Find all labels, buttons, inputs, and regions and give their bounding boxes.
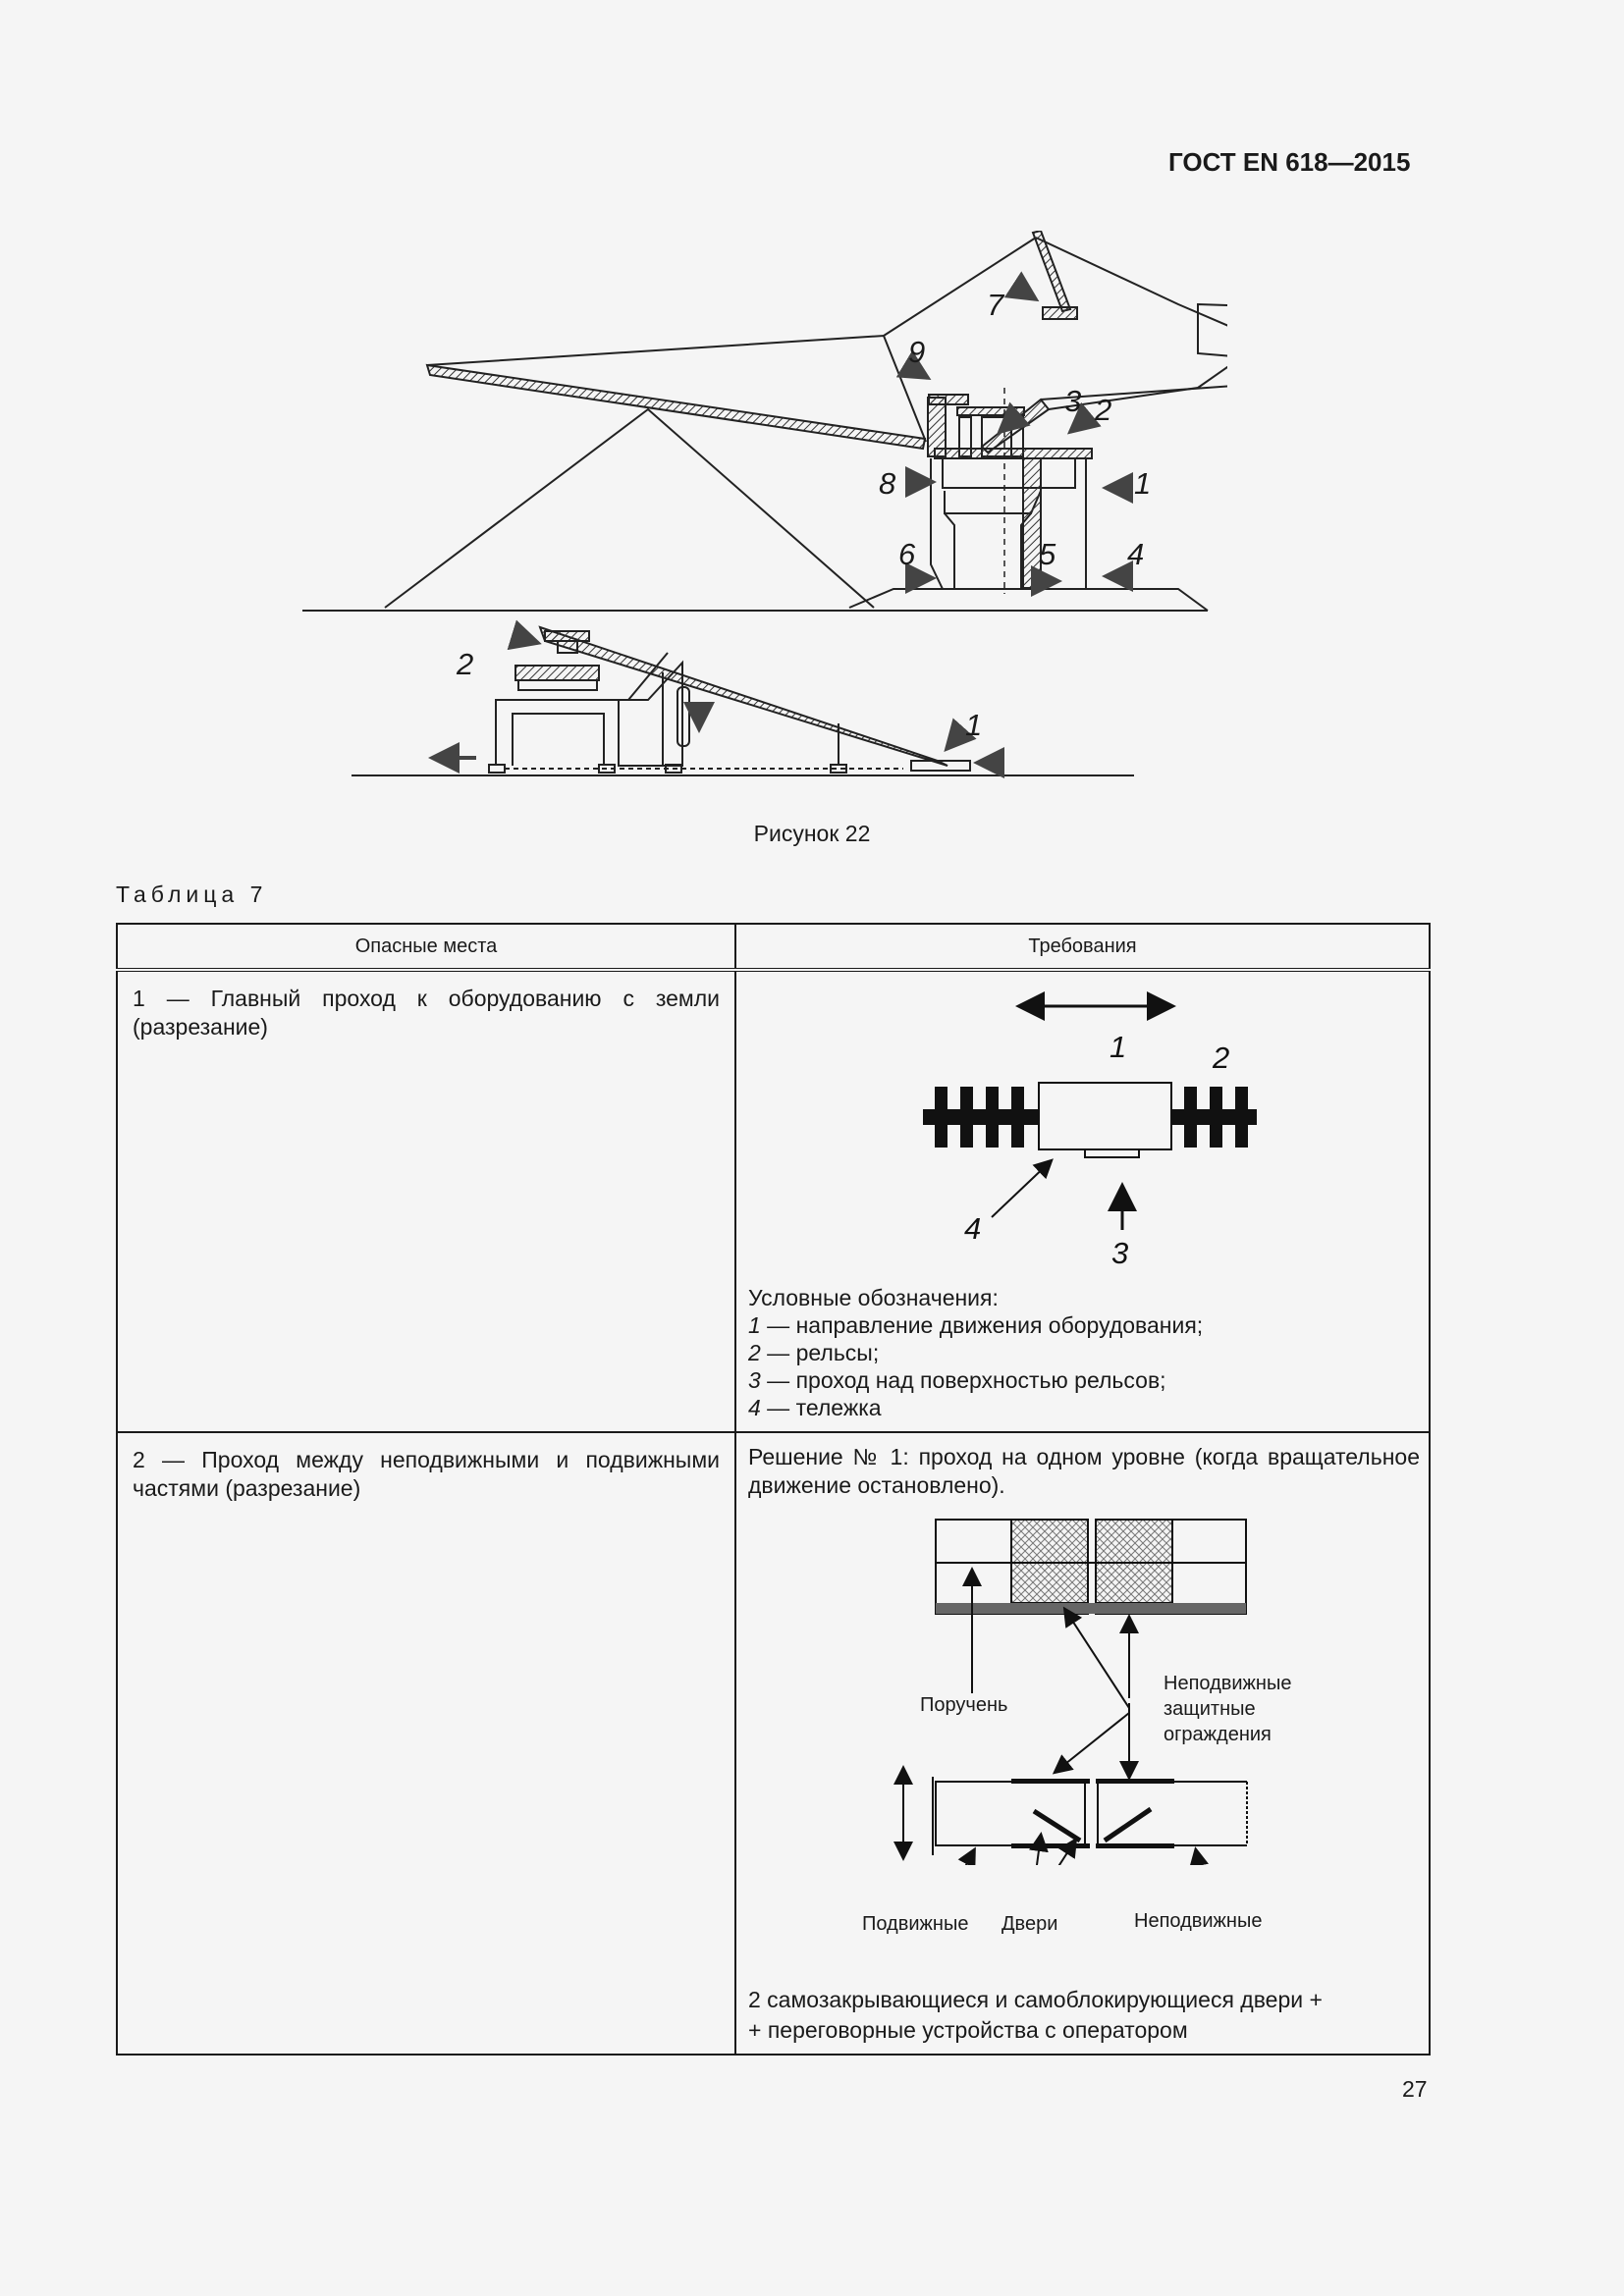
column-header-hazards: Опасные места [117,924,735,970]
callout-7: 7 [987,288,1004,322]
callout-3: 3 [1064,384,1082,418]
callout-5: 5 [1039,537,1056,571]
legend-item: 4 — тележка [748,1395,882,1420]
callout-8: 8 [879,466,896,501]
diagram-label-4: 4 [964,1211,982,1246]
lower-callout-2: 2 [457,647,474,681]
callout-6: 6 [898,537,916,571]
table-header-row [117,924,1430,970]
hazard-text-2: 2 — Проход между неподвижными и подвижными частями (разрезание) [133,1447,720,1501]
label-doors: Двери [1001,1913,1058,1935]
table-label: Таблица 7 [116,881,268,907]
callout-2: 2 [1095,393,1112,427]
callout-1: 1 [1134,466,1152,501]
requirement-note: 2 самозакрывающиеся и самоблокирующиеся двери + + переговорные устройства с оператором [748,1987,1323,2043]
label-handrail: Поручень [920,1694,1008,1716]
legend [748,1284,1203,1421]
rail-trolley-diagram [913,987,1276,1271]
lower-callout-1: 1 [965,708,983,742]
diagram-label-1: 1 [1110,1030,1127,1064]
callout-9: 9 [908,335,926,369]
callout-4: 4 [1127,537,1145,571]
label-movable: Подвижные [862,1913,969,1935]
label-fixed-guards: Неподвижные защитные ограждения [1164,1673,1292,1745]
figure-22-drawing [295,231,1227,790]
hazard-cell-1 [117,970,735,1432]
hazard-text-1: 1 — Главный проход к оборудованию с земли (разрезание) [133,986,720,1040]
column-header-requirements: Требования [735,924,1430,970]
diagram-label-2: 2 [1213,1041,1230,1075]
legend-item: 1 — направление движения оборудования; [748,1312,1204,1338]
figure-caption: Рисунок 22 [753,821,871,846]
hazard-cell-2 [117,1432,735,2055]
diagram-label-3: 3 [1111,1236,1129,1270]
legend-title: Условные обозначения: [748,1285,999,1310]
label-fixed: Неподвижные [1134,1910,1263,1932]
solution-text: Решение № 1: проход на одном уровне (когда вращательное движение остановлено). [748,1444,1420,1498]
standard-header: ГОСТ EN 618—2015 [1168,147,1411,177]
legend-item: 3 — проход над поверхностью рельсов; [748,1367,1166,1393]
page-number: 27 [1402,2076,1428,2102]
legend-item: 2 — рельсы; [748,1340,880,1365]
